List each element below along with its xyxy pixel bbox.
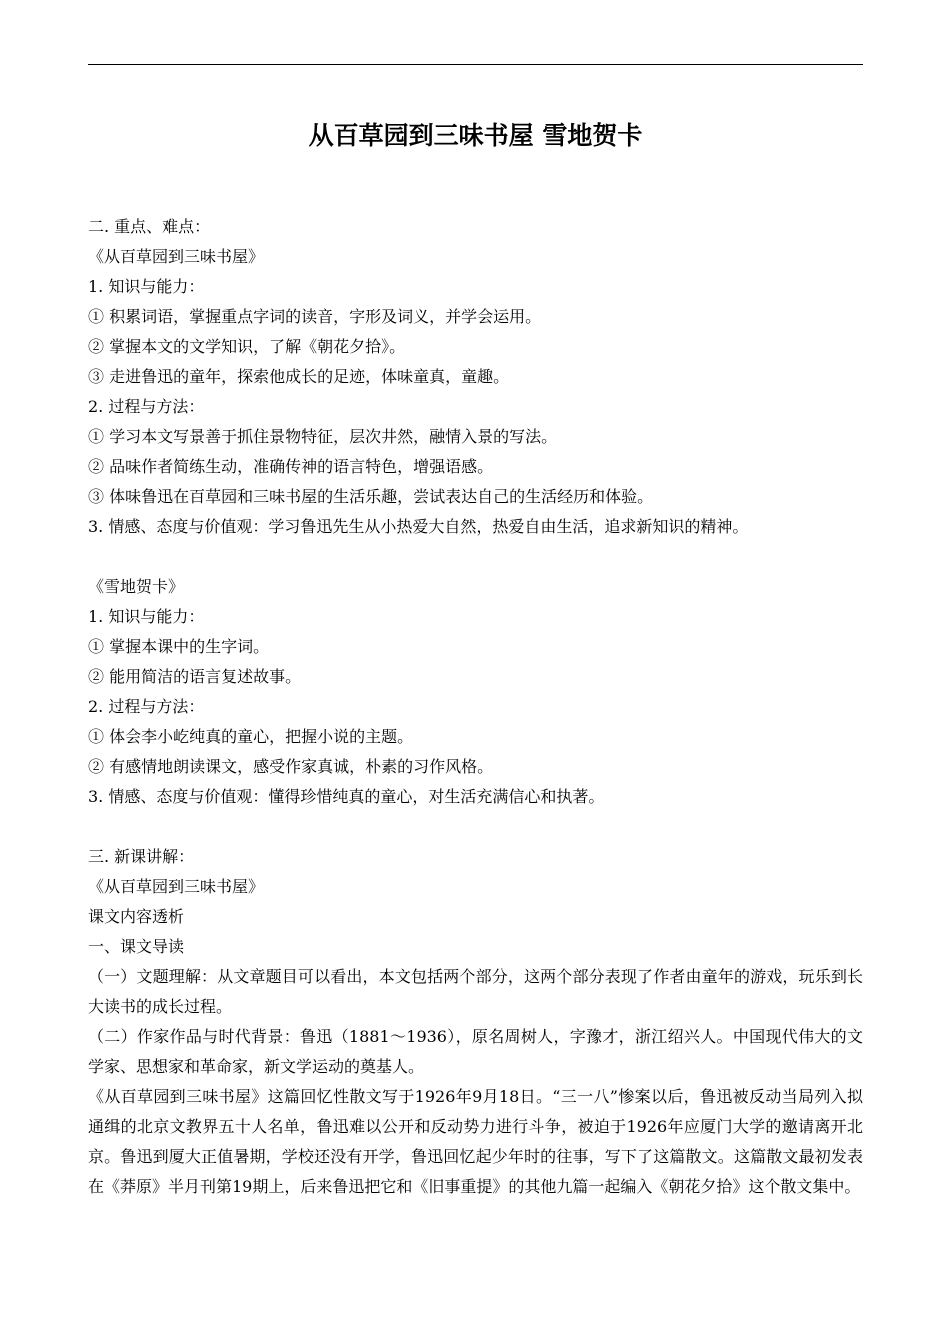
paragraph: （一）文题理解：从文章题目可以看出，本文包括两个部分，这两个部分表现了作者由童年的游戏，玩乐到长大读书的成长过程。 (88, 967, 863, 1016)
spacer (88, 812, 863, 842)
objective-heading: 1. 知识与能力： (88, 277, 205, 296)
section-heading: 二. 重点、难点： (88, 217, 211, 236)
subheading: 课文内容透析 (88, 907, 185, 926)
list-item: ② 有感情地朗读课文，感受作家真诚，朴素的习作风格。 (88, 757, 494, 776)
book-title: 《雪地贺卡》 (88, 577, 185, 596)
list-item: ③ 走进鲁迅的童年，探索他成长的足迹，体味童真，童趣。 (88, 367, 510, 386)
objective-heading: 2. 过程与方法： (88, 397, 205, 416)
objective-heading: 1. 知识与能力： (88, 607, 205, 626)
objective-heading: 3. 情感、态度与价值观：懂得珍惜纯真的童心，对生活充满信心和执著。 (88, 787, 605, 806)
objective-heading: 3. 情感、态度与价值观：学习鲁迅先生从小热爱大自然，热爱自由生活，追求新知识的精神。 (88, 517, 749, 536)
list-item: ① 积累词语，掌握重点字词的读音，字形及词义，并学会运用。 (88, 307, 542, 326)
objective-heading: 2. 过程与方法： (88, 697, 205, 716)
book-title: 《从百草园到三味书屋》 (88, 877, 265, 896)
list-item: ① 学习本文写景善于抓住景物特征，层次井然，融情入景的写法。 (88, 427, 558, 446)
page-title: 从百草园到三味书屋 雪地贺卡 (308, 121, 643, 150)
list-item: ② 品味作者简练生动，准确传神的语言特色，增强语感。 (88, 457, 494, 476)
book-title: 《从百草园到三味书屋》 (88, 247, 265, 266)
paragraph: 《从百草园到三味书屋》这篇回忆性散文写于1926年9月18日。“三一八”惨案以后，鲁迅被反动当局列入拟通缉的北京文教界五十人名单，鲁迅难以公开和反动势力进行斗争，被迫于1926年应厦门大学的邀请离开北京。鲁迅到厦大正值暑期，学校还没有开学，鲁迅回忆起少年时的往事，写下了这篇散文。这篇散文最初发表在《莽原》半月刊第19期上，后来鲁迅把它和《旧事重提》的其他九篇一起编入《朝花夕拾》这个散文集中。 (88, 1087, 863, 1196)
list-item: ② 能用简洁的语言复述故事。 (88, 667, 302, 686)
list-item: ③ 体味鲁迅在百草园和三味书屋的生活乐趣，尝试表达自己的生活经历和体验。 (88, 487, 654, 506)
header-rule (88, 64, 863, 65)
section-heading: 三. 新课讲解： (88, 847, 195, 866)
subheading: 一、课文导读 (88, 937, 185, 956)
list-item: ① 掌握本课中的生字词。 (88, 637, 270, 656)
document-body (88, 212, 863, 1202)
list-item: ② 掌握本文的文学知识，了解《朝花夕拾》。 (88, 337, 406, 356)
list-item: ① 体会李小屹纯真的童心，把握小说的主题。 (88, 727, 414, 746)
spacer (88, 542, 863, 572)
paragraph: （二）作家作品与时代背景：鲁迅（1881～1936），原名周树人，字豫才，浙江绍兴人。中国现代伟大的文学家、思想家和革命家，新文学运动的奠基人。 (88, 1027, 863, 1076)
